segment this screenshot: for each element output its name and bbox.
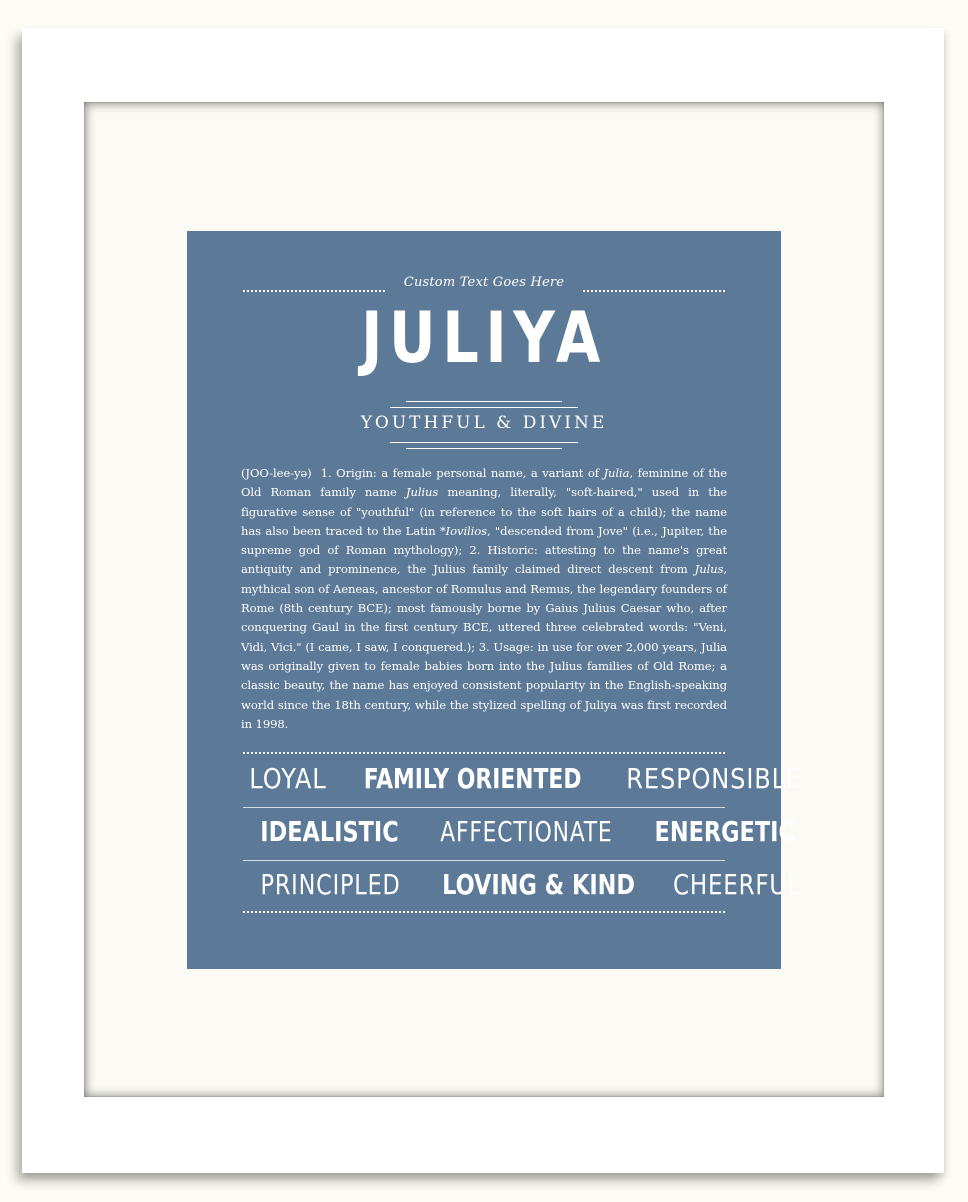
trait-row-1 [243, 762, 803, 805]
meaning-underline-rule [390, 442, 578, 443]
pronunciation: (JOO-lee-yə) [241, 466, 312, 480]
trait-word: PRINCIPLED [260, 868, 401, 901]
trait-word: LOVING & KIND [442, 868, 636, 901]
trait-row-3 [243, 868, 801, 911]
custom-text-row [243, 273, 725, 299]
trait-word: FAMILY ORIENTED [363, 762, 582, 795]
trait-word: IDEALISTIC [260, 815, 399, 848]
dotted-divider-left [243, 290, 385, 292]
trait-row-separator [243, 860, 725, 861]
trait-row-separator [243, 807, 725, 808]
name-meaning-print [187, 231, 803, 969]
trait-word: AFFECTIONATE [440, 815, 613, 848]
trait-word: CHEERFUL [673, 868, 801, 901]
title-underline-rule [406, 401, 562, 402]
meaning-underline-rule [406, 448, 562, 449]
dotted-divider-top [243, 752, 725, 754]
name-title: JULIYA [361, 297, 607, 379]
dotted-divider-bottom [243, 911, 725, 913]
title-underline-rule [390, 407, 578, 408]
dotted-divider-right [583, 290, 725, 292]
name-meaning: YOUTHFUL & DIVINE [360, 413, 608, 433]
name-definition: (JOO-lee-yə) 1. Origin: a female personal name, a variant of Julia, feminine of the Old Roman family name Julius meaning, literally, "soft-haired," used in the figurative sense of "youthful" (in reference to the soft hairs of a child); the name has also been traced to the Latin *Iovilios, "descended from Jove" (i.e., Jupiter, the supreme god of Roman mythology); 2. Historic: attesting to the name's great antiquity and prominence, the Julius family claimed direct descent from Julus, mythical son of Aeneas, ancestor of Romulus and Remus, the legendary founders of Rome (8th century BCE); most famously borne by Gaius Julius Caesar who, after conquering Gaul in the first century BCE, uttered three celebrated words: "Veni, Vidi, Vici." (I came, I saw, I conquered.); 3. Usage: in use for over 2,000 years, Julia was originally given to female babies born into the Julius families of Old Rome; a classic beauty, the name has enjoyed consistent popularity in the English-speaking world since the 18th century, while the stylized spelling of Juliya was first recorded in 1998. [241, 466, 728, 731]
custom-text: Custom Text Goes Here [403, 275, 565, 290]
trait-word: ENERGETIC [654, 815, 795, 848]
trait-row-2 [243, 815, 795, 858]
trait-word: LOYAL [249, 762, 327, 795]
trait-word: RESPONSIBLE [626, 762, 803, 795]
